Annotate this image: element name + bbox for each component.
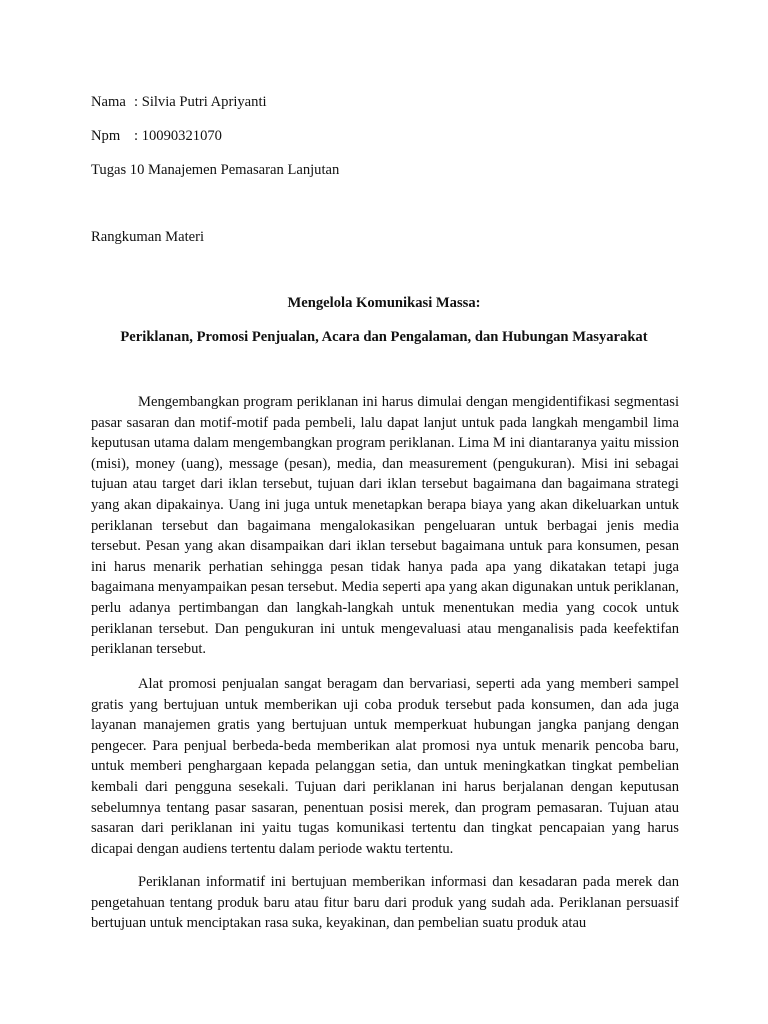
paragraph-3-container — [91, 872, 679, 934]
npm-label: Npm — [91, 128, 121, 144]
name-label: Nama — [91, 94, 126, 110]
section-label: Rangkuman Materi — [91, 229, 205, 245]
document-title: Mengelola Komunikasi Massa: — [287, 295, 481, 311]
paragraph-1-container — [91, 392, 679, 660]
paragraph-3: Periklanan informatif ini bertujuan memberikan informasi dan kesadaran pada merek dan pengetahuan tentang produk baru atau fitur baru dari produk yang sudah ada. Periklanan persuasif bertujuan untuk menciptakan rasa suka, keyakinan, dan pembelian suatu produk atau — [91, 874, 679, 932]
assignment-title: Tugas 10 Manajemen Pemasaran Lanjutan — [91, 162, 340, 178]
paragraph-2-container — [91, 674, 679, 859]
paragraph-2: Alat promosi penjualan sangat beragam dan bervariasi, seperti ada yang memberi sampel gratis yang bertujuan untuk memberikan uji coba produk tersebut pada konsumen, dan ada juga layanan manajemen gratis yang bertujuan untuk memperkuat hubungan jangka panjang dengan pengecer. Para penjual berbeda-beda memberikan alat promosi nya untuk menarik pencoba baru, untuk memberi penghargaan kepada pelanggan setia, dan untuk meningkatkan tingkat pembelian kembali dari pengguna sesekali. Tujuan dari periklanan ini harus berjalanan dengan keputusan sebelumnya tentang pasar sasaran, penentuan posisi merek, dan program pemasaran. Tujuan atau sasaran dari periklanan ini yaitu tugas komunikasi tertentu dan tingkat pencapaian yang harus dicapai dengan audiens tertentu dalam periode waktu tertentu. — [91, 676, 679, 857]
name-value: : Silvia Putri Apriyanti — [134, 94, 267, 110]
npm-line — [91, 127, 222, 145]
npm-value: : 10090321070 — [134, 128, 222, 144]
name-line — [91, 93, 267, 111]
document-subtitle: Periklanan, Promosi Penjualan, Acara dan Pengalaman, dan Hubungan Masyarakat — [120, 329, 648, 345]
paragraph-1: Mengembangkan program periklanan ini harus dimulai dengan mengidentifikasi segmentasi pasar sasaran dan motif-motif pada pembeli, lalu dapat lanjut untuk pada langkah mengambil lima keputusan utama dalam mengembangkan program periklanan. Lima M ini diantaranya yaitu mission (misi), money (uang), message (pesan), media, dan measurement (pengukuran). Misi ini sebagai tujuan atau target dari iklan tersebut, tujuan dari iklan tersebut bagaimana dan bagaimana strategi yang akan dipakainya. Uang ini juga untuk menetapkan berapa biaya yang akan dikeluarkan untuk periklanan tersebut dan bagaimana mengalokasikan pengeluaran untuk berbagai jenis media tersebut. Pesan yang akan disampaikan dari iklan tersebut bagaimana untuk para konsumen, pesan ini harus menarik perhatian sehingga pesan tidak hanya pada apa yang dikatakan tetapi juga bagaimana menyampaikan pesan tersebut. Media seperti apa yang akan digunakan untuk periklanan, perlu adanya pertimbangan dan langkah-langkah untuk menentukan media yang cocok untuk periklanan tersebut. Dan pengukuran ini untuk mengevaluasi atau menganalisis pada keefektifan periklanan tersebut. — [91, 394, 679, 658]
